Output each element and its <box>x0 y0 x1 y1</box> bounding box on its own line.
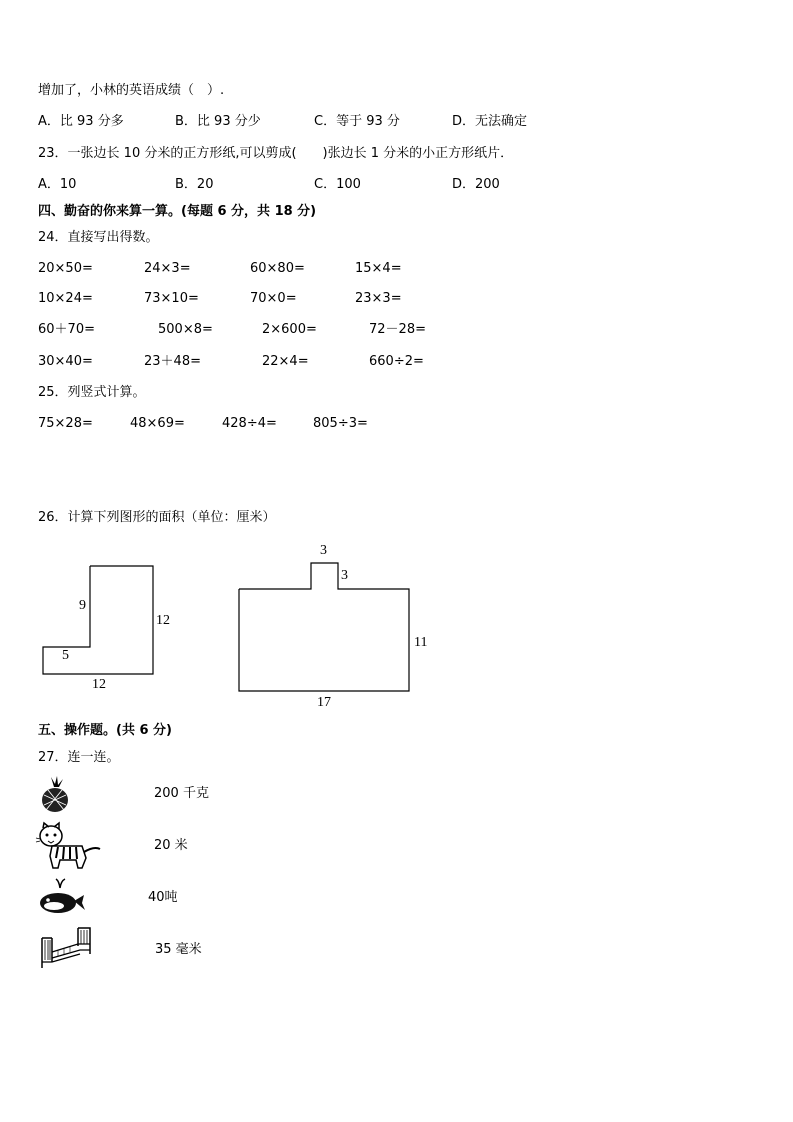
q24-item: 30×40= <box>38 354 93 369</box>
fig1-label-bottom: 12 <box>92 677 106 692</box>
measure-label: 40吨 <box>148 890 178 905</box>
q22-option-d: D．无法确定 <box>452 114 528 129</box>
q26-title: 26．计算下列图形的面积（单位：厘米） <box>38 510 276 525</box>
q24-title: 24．直接写出得数。 <box>38 230 159 245</box>
q23-option-c: C．100 <box>314 177 361 192</box>
q24-item: 72－28= <box>369 322 426 337</box>
q22-option-c: C．等于 93 分 <box>314 114 400 129</box>
bed-icon <box>38 926 94 970</box>
fig1-label-right: 12 <box>156 613 170 628</box>
fig2-label-top: 3 <box>320 543 327 558</box>
q24-item: 60×80= <box>250 261 305 276</box>
q25-item: 75×28= <box>38 416 93 431</box>
q24-item: 70×0= <box>250 291 297 306</box>
measure-label: 35 毫米 <box>155 942 202 957</box>
q24-item: 60＋70= <box>38 322 95 337</box>
section-4-heading: 四、勤奋的你来算一算。(每题 6 分，共 18 分) <box>38 204 317 219</box>
q22-option-a: A．比 93 分多 <box>38 114 124 129</box>
tiger-icon <box>38 822 102 872</box>
q24-item: 23×3= <box>355 291 402 306</box>
q23-option-a: A．10 <box>38 177 77 192</box>
q24-item: 15×4= <box>355 261 402 276</box>
q24-item: 23＋48= <box>144 354 201 369</box>
q23-question: 23．一张边长 10 分米的正方形纸,可以剪成( )张边长 1 分米的小正方形纸片． <box>38 146 514 161</box>
q23-option-b: B．20 <box>175 177 214 192</box>
fig2-label-tab-side: 3 <box>341 568 348 583</box>
q22-option-b: B．比 93 分少 <box>175 114 261 129</box>
section-5-heading: 五、操作题。(共 6 分) <box>38 723 172 738</box>
q22-continued-text: 增加了，小林的英语成绩（ ）. <box>38 83 225 98</box>
pineapple-icon <box>38 775 72 813</box>
q24-item: 500×8= <box>158 322 213 337</box>
fig1-label-left: 9 <box>79 598 86 613</box>
fig2-label-right: 11 <box>414 635 428 650</box>
q24-item: 73×10= <box>144 291 199 306</box>
q25-title: 25．列竖式计算。 <box>38 385 146 400</box>
whale-icon <box>38 876 86 916</box>
q23-option-d: D．200 <box>452 177 500 192</box>
fig2-label-bottom: 17 <box>317 695 331 710</box>
q25-item: 805÷3= <box>313 416 368 431</box>
q24-item: 2×600= <box>262 322 317 337</box>
q24-item: 20×50= <box>38 261 93 276</box>
q24-item: 10×24= <box>38 291 93 306</box>
q24-item: 24×3= <box>144 261 191 276</box>
q27-title: 27．连一连。 <box>38 750 120 765</box>
q24-item: 22×4= <box>262 354 309 369</box>
q25-item: 48×69= <box>130 416 185 431</box>
measure-label: 20 米 <box>154 838 188 853</box>
fig1-label-step: 5 <box>62 648 69 663</box>
q25-item: 428÷4= <box>222 416 277 431</box>
q24-item: 660÷2= <box>369 354 424 369</box>
measure-label: 200 千克 <box>154 786 209 801</box>
